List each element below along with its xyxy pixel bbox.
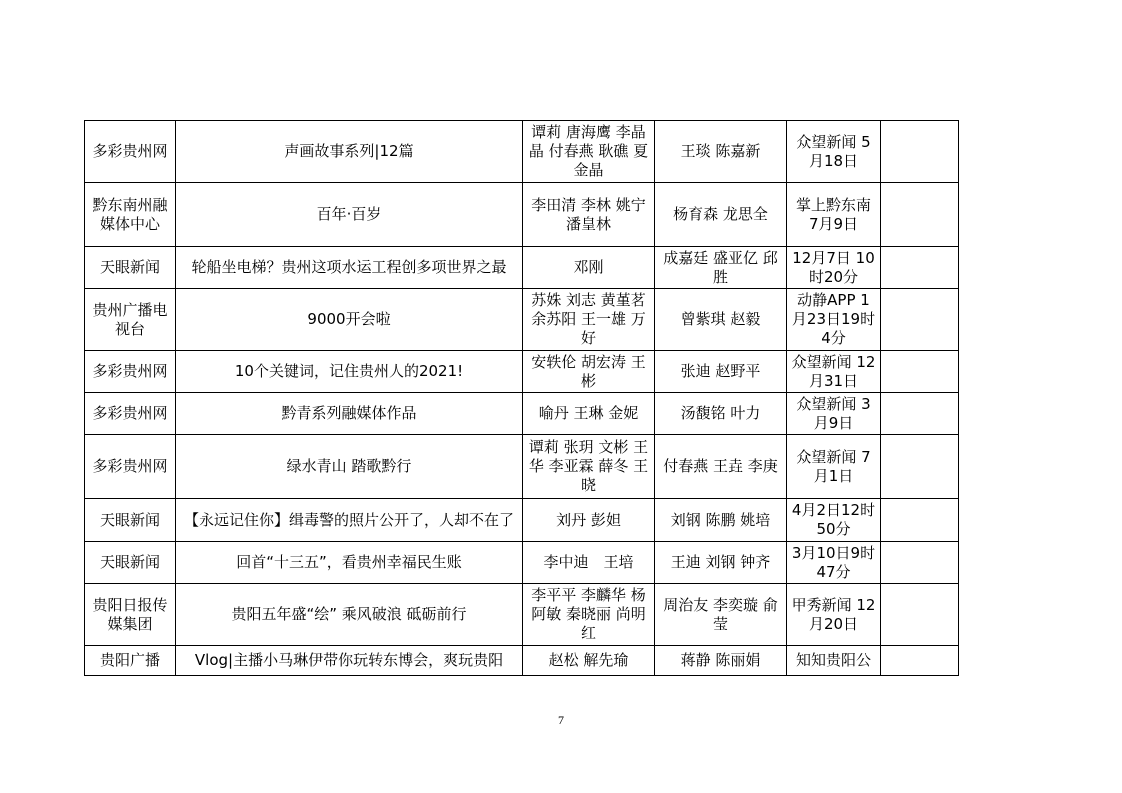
- work-title-cell: 【永远记住你】缉毒警的照片公开了，人却不在了: [176, 499, 523, 542]
- authors-cell: 赵松 解先瑜: [523, 646, 655, 676]
- publish-cell: 3月10日9时47分: [787, 542, 881, 584]
- extra-cell: [881, 646, 959, 676]
- publish-cell: 众望新闻 3月9日: [787, 393, 881, 435]
- publish-cell: 动静APP 1月23日19时4分: [787, 289, 881, 351]
- unit-cell: 贵阳广播: [85, 646, 176, 676]
- table-body: [85, 121, 959, 676]
- unit-cell: 多彩贵州网: [85, 393, 176, 435]
- work-title-cell: Vlog|主播小马琳伊带你玩转东博会，爽玩贵阳: [176, 646, 523, 676]
- table-row: [85, 393, 959, 435]
- authors-cell: 李平平 李麟华 杨阿敏 秦晓丽 尚明红: [523, 584, 655, 646]
- unit-cell: 贵阳日报传媒集团: [85, 584, 176, 646]
- work-title-cell: 黔青系列融媒体作品: [176, 393, 523, 435]
- authors-cell: 邓刚: [523, 247, 655, 289]
- authors-cell: 喻丹 王琳 金妮: [523, 393, 655, 435]
- editors-cell: 汤馥铭 叶力: [655, 393, 787, 435]
- publish-cell: 众望新闻 12月31日: [787, 351, 881, 393]
- awards-table: [84, 120, 959, 676]
- publish-cell: 12月7日 10时20分: [787, 247, 881, 289]
- table-row: [85, 351, 959, 393]
- publish-cell: 4月2日12时50分: [787, 499, 881, 542]
- authors-cell: 谭莉 唐海鹰 李晶晶 付春燕 耿礁 夏金晶: [523, 121, 655, 183]
- publish-cell: 众望新闻 5月18日: [787, 121, 881, 183]
- table-row: [85, 584, 959, 646]
- extra-cell: [881, 584, 959, 646]
- work-title-cell: 声画故事系列|12篇: [176, 121, 523, 183]
- extra-cell: [881, 499, 959, 542]
- editors-cell: 蒋静 陈丽娟: [655, 646, 787, 676]
- unit-cell: 多彩贵州网: [85, 121, 176, 183]
- publish-cell: 知知贵阳公: [787, 646, 881, 676]
- table-row: [85, 499, 959, 542]
- authors-cell: 苏姝 刘志 黄堇茗 余苏阳 王一雄 万好: [523, 289, 655, 351]
- work-title-cell: 百年·百岁: [176, 183, 523, 247]
- editors-cell: 张迪 赵野平: [655, 351, 787, 393]
- table-row: [85, 289, 959, 351]
- extra-cell: [881, 393, 959, 435]
- work-title-cell: 9000开会啦: [176, 289, 523, 351]
- extra-cell: [881, 247, 959, 289]
- work-title-cell: 绿水青山 踏歌黔行: [176, 435, 523, 499]
- unit-cell: 黔东南州融媒体中心: [85, 183, 176, 247]
- extra-cell: [881, 542, 959, 584]
- editors-cell: 杨育森 龙思全: [655, 183, 787, 247]
- work-title-cell: 回首“十三五”，看贵州幸福民生账: [176, 542, 523, 584]
- authors-cell: 安轶伦 胡宏涛 王彬: [523, 351, 655, 393]
- work-title-cell: 轮船坐电梯？贵州这项水运工程创多项世界之最: [176, 247, 523, 289]
- authors-cell: 刘丹 彭妲: [523, 499, 655, 542]
- unit-cell: 天眼新闻: [85, 542, 176, 584]
- publish-cell: 众望新闻 7月1日: [787, 435, 881, 499]
- table-row: [85, 646, 959, 676]
- unit-cell: 天眼新闻: [85, 247, 176, 289]
- table-row: [85, 247, 959, 289]
- unit-cell: 多彩贵州网: [85, 351, 176, 393]
- authors-cell: 谭莉 张玥 文彬 王华 李亚霖 薛冬 王晓: [523, 435, 655, 499]
- table-row: [85, 542, 959, 584]
- work-title-cell: 10个关键词，记住贵州人的2021!: [176, 351, 523, 393]
- extra-cell: [881, 121, 959, 183]
- publish-cell: 甲秀新闻 12月20日: [787, 584, 881, 646]
- authors-cell: 李田清 李林 姚宁 潘皇林: [523, 183, 655, 247]
- extra-cell: [881, 351, 959, 393]
- extra-cell: [881, 289, 959, 351]
- table-row: [85, 435, 959, 499]
- page-number: 7: [558, 713, 564, 727]
- work-title-cell: 贵阳五年盛“绘” 乘风破浪 砥砺前行: [176, 584, 523, 646]
- editors-cell: 王琰 陈嘉新: [655, 121, 787, 183]
- editors-cell: 周治友 李奕璇 俞莹: [655, 584, 787, 646]
- authors-cell: 李中迪 王培: [523, 542, 655, 584]
- editors-cell: 曾紫琪 赵毅: [655, 289, 787, 351]
- editors-cell: 付春燕 王垚 李庚: [655, 435, 787, 499]
- editors-cell: 成嘉廷 盛亚亿 邱胜: [655, 247, 787, 289]
- editors-cell: 刘钢 陈鹏 姚培: [655, 499, 787, 542]
- table-row: [85, 121, 959, 183]
- unit-cell: 贵州广播电视台: [85, 289, 176, 351]
- extra-cell: [881, 183, 959, 247]
- table-row: [85, 183, 959, 247]
- extra-cell: [881, 435, 959, 499]
- publish-cell: 掌上黔东南 7月9日: [787, 183, 881, 247]
- unit-cell: 天眼新闻: [85, 499, 176, 542]
- editors-cell: 王迪 刘钢 钟齐: [655, 542, 787, 584]
- unit-cell: 多彩贵州网: [85, 435, 176, 499]
